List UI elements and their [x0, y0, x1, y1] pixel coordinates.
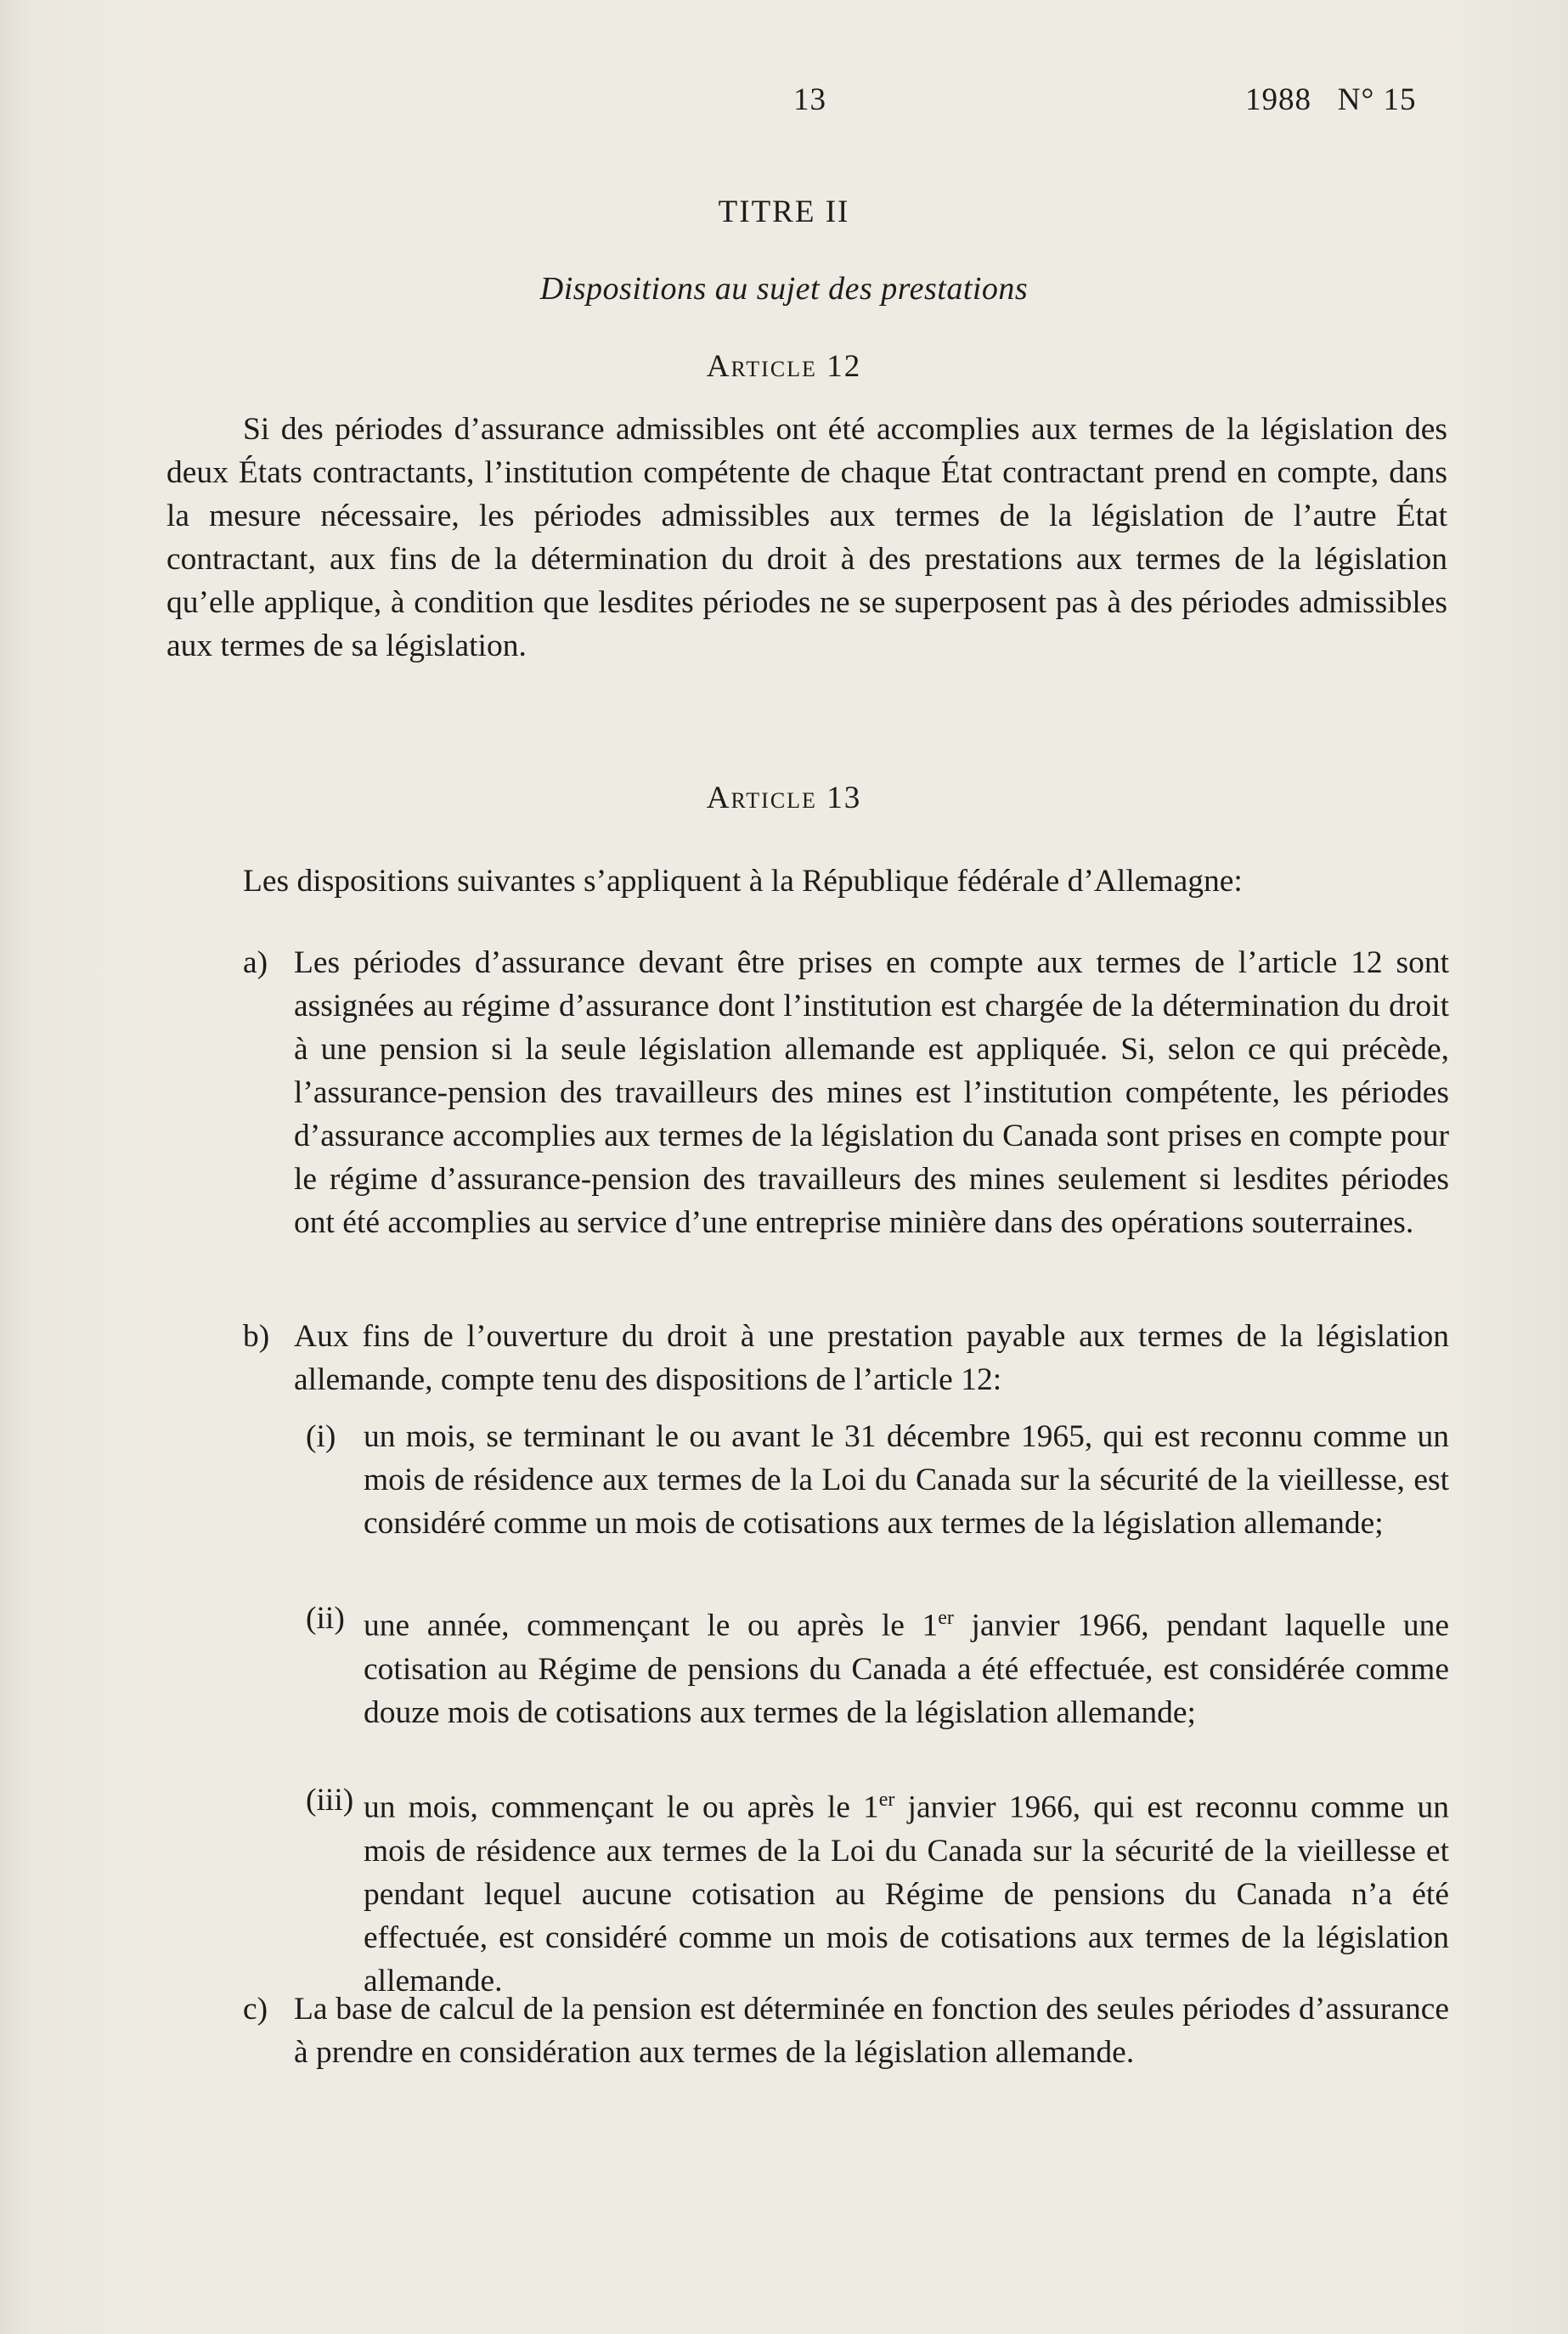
subclause-ii-superscript: er: [938, 1607, 954, 1629]
subclause-iii-label: (iii): [306, 1783, 354, 1818]
article-13-heading: Article 13: [706, 781, 862, 815]
subclause-i-label: (i): [306, 1419, 336, 1454]
article-12-heading: Article 12: [706, 349, 862, 384]
clause-c-text: La base de calcul de la pension est déterminée en fonction des seules périodes d’assurance à prendre en considération aux termes de la législation allemande.: [294, 1992, 1449, 2070]
subtitle-heading: Dispositions au sujet des prestations: [539, 271, 1029, 307]
clause-b-text: Aux fins de l’ouverture du droit à une prestation payable aux termes de la législation allemande, compte tenu des dispositions de l’article 12:: [294, 1319, 1449, 1397]
subclause-iii-text-after: janvier 1966, qui est reconnu comme un mois de résidence aux termes de la Loi du Canada sur la sécurité de la vieillesse et pendant lequel aucune cotisation au Régime de pensions du Canada n’a été effectuée, est considéré comme un mois de cotisations aux termes de la législation allemande.: [364, 1790, 1450, 1999]
subclause-i-text: un mois, se terminant le ou avant le 31 décembre 1965, qui est reconnu comme un mois de résidence aux termes de la Loi du Canada sur la sécurité de la vieillesse, est considéré comme un mois de cotisations aux termes de la législation allemande;: [364, 1419, 1449, 1541]
title-heading: TITRE II: [718, 194, 850, 229]
page-number: 13: [793, 82, 826, 117]
subclause-ii-text-after: janvier 1966, pendant laquelle une cotisation au Régime de pensions du Canada a été effectuée, est considérée comme douze mois de cotisations aux termes de la législation allemande;: [364, 1608, 1450, 1730]
clause-b-label: b): [243, 1319, 270, 1354]
subclause-iii-text: [364, 1779, 1449, 2003]
year-issue-text: 1988 N° 15: [1245, 82, 1417, 117]
subclause-ii-text-before: une année, commençant le ou après le 1: [364, 1608, 939, 1643]
subclause-iii-superscript: er: [878, 1789, 895, 1811]
subclause-iii-text-before: un mois, commençant le ou après le 1: [364, 1790, 879, 1825]
clause-a-label: a): [243, 945, 268, 980]
article-12-body: Si des périodes d’assurance admissibles ont été accomplies aux termes de la législation des deux États contractants, l’institution compétente de chaque État contractant prend en compte, dans la mesure nécessaire, les périodes admissibles aux termes de la législation de l’autre État contractant, aux fins de la détermination du droit à des prestations aux termes de la législation qu’elle applique, à condition que lesdites périodes ne se superposent pas à des périodes admissibles aux termes de sa législation.: [166, 412, 1447, 663]
article-13-intro: Les dispositions suivantes s’appliquent à la République fédérale d’Allemagne:: [243, 864, 1243, 899]
year-and-issue-number: [1245, 82, 1417, 118]
clause-a-text: Les périodes d’assurance devant être prises en compte aux termes de l’article 12 sont assignées au régime d’assurance dont l’institution est chargée de la détermination du droit à une pension si la seule législation allemande est appliquée. Si, selon ce qui précède, l’assurance-pension des travailleurs des mines est l’institution compétente, les périodes d’assurance accomplies aux termes de la législation du Canada sont prises en compte pour le régime d’assurance-pension des travailleurs des mines seulement si lesdites périodes ont été accomplies au service d’une entreprise minière dans des opérations souterraines.: [294, 945, 1449, 1240]
subclause-ii-text: [364, 1597, 1449, 1734]
subclause-ii-label: (ii): [306, 1601, 345, 1636]
clause-c-label: c): [243, 1992, 268, 2027]
